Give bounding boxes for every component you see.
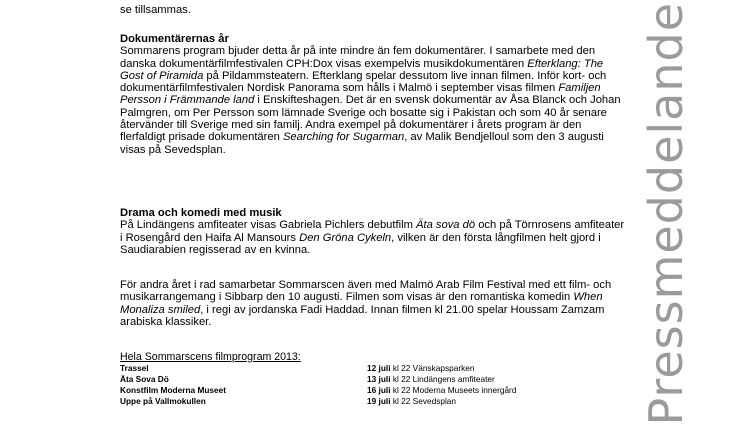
program-when xyxy=(367,385,516,396)
program-film: Äta Sova Dö xyxy=(120,374,169,384)
arab-text-2: , i regi av jordanska Fadi Haddad. Innan filmen kl 21.00 spelar Houssam Zamzam arabiska klassiker. xyxy=(120,303,605,328)
program-row xyxy=(120,374,640,385)
program-film: Konstfilm Moderna Museet xyxy=(120,385,227,395)
program-when xyxy=(367,374,495,385)
program-venue: kl 22 Vänskapsparken xyxy=(390,363,475,373)
drama-text-2: och på Törnrosens amfiteater i Rosengård den Haifa Al Mansours xyxy=(120,219,625,244)
program-date: 13 juli xyxy=(367,374,391,384)
doc-text-3: i Enskifteshagen. Det är en svensk dokumentär av Åsa Blanck och Johan Palmgren, om Per Persson som lämnade Sverige och bosatte sig i Pakistan och som 40 år senare återvänder till Sverige med sin familj. Andra exempel på dokumentärer i årets program är den flerfaldigt prisade dokumentären xyxy=(120,94,621,144)
press-release-word: Pressmeddelande xyxy=(639,2,693,426)
intro-line-2: se tillsammas. xyxy=(120,4,191,17)
program-row xyxy=(120,396,640,407)
film-title-ata-sova-do: Äta sova dö xyxy=(416,219,476,232)
program-title: Hela Sommarscens filmprogram 2013: xyxy=(120,351,301,363)
program-venue: kl 22 Sevedsplan xyxy=(390,396,457,406)
arab-text-1: För andra året i rad samarbetar Sommarscen även med Malmö Arab Film Festival med ett film- och musikarrangemang i Sibbarp den 10 augusti. Filmen som visas är den romantiska komedin xyxy=(120,279,612,304)
drama-text-3: , vilken är den första långfilmen helt gjord i Saudiarabien regisserad av en kvinna. xyxy=(120,231,601,256)
intro-line xyxy=(120,4,625,16)
documentaries-paragraph xyxy=(120,45,625,156)
doc-text-1: Sommarens program bjuder detta år på inte mindre än fem dokumentärer. I samarbete med den danska dokumentärfilmfestivalen CPH:Dox visas exempelvis musikdokumentären xyxy=(120,45,596,70)
film-title-efterklang: Efterklang: The Gost of Piramida xyxy=(120,57,604,82)
program-venue: kl 22 Moderna Museets innergård xyxy=(390,385,517,395)
program-venue: kl 22 Lindängens amfiteater xyxy=(390,374,495,384)
intro-fragment xyxy=(120,0,625,17)
program-row xyxy=(120,385,640,396)
drama-text-1: På Lindängens amfiteater visas Gabriela Pichlers debutfilm xyxy=(120,219,416,232)
program-when xyxy=(367,396,456,407)
program-date: 16 juli xyxy=(367,385,391,395)
drama-heading: Drama och komedi med musik xyxy=(120,207,282,219)
drama-paragraph xyxy=(120,219,625,256)
film-title-sugarman: Searching for Sugarman xyxy=(282,131,405,144)
arab-festival-section xyxy=(120,279,625,328)
doc-text-4: , av Malik Bendjelloul som den 3 augusti visas på Sevedsplan. xyxy=(120,131,604,156)
program-date: 19 juli xyxy=(367,396,391,406)
film-title-monaliza: When Monaliza smiled xyxy=(120,291,603,316)
arab-festival-paragraph xyxy=(120,279,625,328)
film-title-grona-cykeln: Den Gröna Cykeln xyxy=(299,231,392,244)
documentaries-section xyxy=(120,33,625,156)
documentaries-heading: Dokumentärernas år xyxy=(120,33,229,45)
drama-section xyxy=(120,207,625,256)
program-date: 12 juli xyxy=(367,363,391,373)
press-release-vertical-label xyxy=(636,2,696,426)
film-program xyxy=(120,351,640,407)
program-when xyxy=(367,363,474,374)
program-row xyxy=(120,363,640,374)
program-film: Trassel xyxy=(120,363,149,373)
doc-text-2: på Pildammsteatern. Efterklang spelar dessutom live innan filmen. Inför kort- och dokumentärfilmfestivalen Nordisk Panorama som hålls i Malmö i september visas filmen xyxy=(120,69,607,95)
film-title-familjen-persson: Familjen Persson i Främmande land xyxy=(120,82,601,107)
program-film: Uppe på Vallmokullen xyxy=(120,396,206,406)
